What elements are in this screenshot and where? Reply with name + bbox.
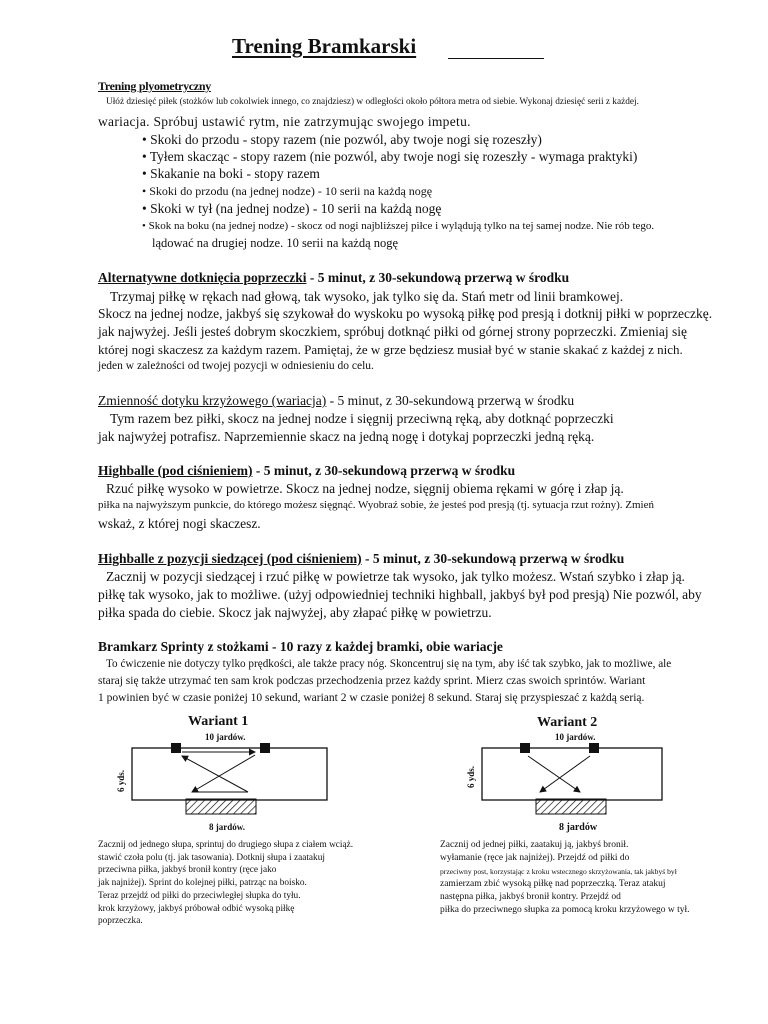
variant2-title: Wariant 2 <box>537 715 598 730</box>
plyo-bullet-5: • Skoki w tył (na jednej nodze) - 10 serii na każdą nogę <box>142 201 442 216</box>
bullet-text: Tyłem skacząc - stopy razem (nie pozwól, aby twoje nogi się rozeszły - wymaga praktyki) <box>149 149 638 164</box>
bullet-text: Skakanie na boki - stopy razem <box>150 166 320 181</box>
variant2-desc-line: następna piłka, jakbyś bronił kontry. Przejdź od <box>440 892 621 902</box>
variant1-diagram <box>130 740 330 820</box>
seated-heading <box>98 551 624 567</box>
high-heading <box>98 463 515 479</box>
plyo-intro-2: wariacja. Spróbuj ustawić rytm, nie zatrzymując swojego impetu. <box>98 114 471 129</box>
post-left-cone <box>520 743 530 753</box>
seated-line-1: Zacznij w pozycji siedzącej i rzuć piłkę w powietrze tak wysoko, jak tylko możesz. Wstań szybko i złap ją. <box>106 569 685 584</box>
high-heading-underlined: Highballe (pod ciśnieniem) <box>98 463 253 478</box>
variant2-desc-line: wyłamanie (ręce jak najniżej). Przejdź od piłki do <box>440 853 630 863</box>
alt-heading-underlined: Alternatywne dotknięcia poprzeczki <box>98 270 307 285</box>
alt-line-4: której nogi skaczesz za każdym razem. Pamiętaj, że w grze będziesz musiał być w stanie skakać z każdej z nich. <box>98 342 683 357</box>
bullet-text: Skoki do przodu - stopy razem (nie pozwól, aby twoje nogi się rozeszły) <box>150 132 542 147</box>
plyo-heading: Trening plyometryczny <box>98 79 211 93</box>
variant1-side-label: 6 yds. <box>116 769 126 792</box>
cross-heading <box>98 393 574 409</box>
plyo-bullet-6-cont: lądować na drugiej nodze. 10 serii na każdą nogę <box>152 236 399 250</box>
seated-heading-underlined: Highballe z pozycji siedzącej (pod ciśnieniem) <box>98 551 362 566</box>
alt-line-2: Skocz na jednej nodze, jakbyś się szykował do wyskoku po wysoką piłkę pod presją i dotknij piłki w poprzeczkę. <box>98 306 713 321</box>
post-left-cone <box>171 743 181 753</box>
cross-heading-rest: - 5 minut, z 30-sekundową przerwą w środku <box>326 393 575 408</box>
variant1-top-label: 10 jardów. <box>205 732 246 742</box>
plyo-intro: Ułóż dziesięć piłek (stożków lub cokolwiek innego, co znajdziesz) w odległości około półtora metra od siebie. Wykonaj dziesięć serii z każdej. <box>106 97 639 107</box>
path-arrow <box>182 756 248 792</box>
variant1-desc-line: stawić czoła polu (tj. jak tasowania). Dotknij słupa i zaatakuj <box>98 852 325 863</box>
variant1-desc-line: Teraz przejdź od piłki do przeciwległej słupka do tyłu. <box>98 890 301 901</box>
path-arrow <box>192 755 255 792</box>
variant2-side-label: 6 yds. <box>466 765 476 788</box>
variant1-desc-line: Zacznij od jednego słupa, sprintuj do drugiego słupa z ciałem wciąż. <box>98 840 354 850</box>
variant1-description <box>98 839 353 928</box>
high-line-1: Rzuć piłkę wysoko w powietrze. Skocz na jednej nodze, sięgnij obiema rękami w górę i złap ją. <box>106 481 624 496</box>
cross-line-2: jak najwyżej potrafisz. Naprzemiennie skacz na jedną nogę i dotykaj poprzeczki jedną ręką. <box>98 429 595 444</box>
bullet-text: Skoki w tył (na jednej nodze) - 10 serii na każdą nogę <box>150 201 442 216</box>
variant2-bottom-label: 8 jardów <box>559 822 598 833</box>
high-line-2: piłka na najwyższym punkcie, do którego możesz sięgnąć. Wyobraź sobie, że jesteś pod presją (tj. sytuacja rzut rożny). Zmień <box>98 499 654 511</box>
seated-heading-rest: - 5 minut, z 30-sekundową przerwą w środku <box>361 551 625 566</box>
alt-line-5: jeden w zależności od twojej pozycji w odniesieniu do celu. <box>98 360 374 372</box>
variant1-title: Wariant 1 <box>188 714 249 729</box>
variant2-desc-line: piłka do przeciwnego słupka za pomocą kroku krzyżowego w tył. <box>440 905 690 915</box>
bullet-text: Skoki do przodu (na jednej nodze) - 10 serii na każdą nogę <box>149 184 433 198</box>
sprint-line-1: To ćwiczenie nie dotyczy tylko prędkości, ale także pracy nóg. Skoncentruj się na tym, aby iść tak szybko, jak to możliwe, ale <box>106 658 672 670</box>
cross-line-1: Tym razem bez piłki, skocz na jednej nodze i sięgnij przeciwną ręką, aby dotknąć poprzeczki <box>110 411 614 426</box>
path-arrow <box>528 756 580 792</box>
variant2-desc-line: zamierzam zbić wysoką piłkę nad poprzeczką. Teraz atakuj <box>440 879 666 889</box>
page-title: Trening Bramkarski <box>232 34 417 58</box>
goal-hatch <box>186 799 256 814</box>
high-line-3: wskaż, z której nogi skaczesz. <box>98 516 261 531</box>
title-underline-extension <box>448 58 544 59</box>
sprint-line-3: 1 powinien być w czasie poniżej 10 sekund, wariant 2 w czasie poniżej 8 sekund. Staraj się przyspieszać z każdą serią. <box>98 692 645 704</box>
variant1-desc-line: poprzeczka. <box>98 916 143 927</box>
variant2-description <box>440 839 690 917</box>
cross-heading-underlined: Zmienność dotyku krzyżowego (wariacja) <box>98 393 327 408</box>
seated-line-2: piłkę tak wysoko, jak to możliwe. (użyj odpowiedniej techniki highball, jakbyś był pod presją) Nie pozwól, aby <box>98 587 702 602</box>
alt-line-3: jak najwyżej. Jeśli jesteś dobrym skoczkiem, spróbuj dotknąć piłki od górnej strony poprzeczki. Zmieniaj się <box>98 324 687 339</box>
bullet-text: Skok na boku (na jednej nodze) - skocz od nogi najbliższej piłce i wylądują tylko na tej samej nodze. Nie rób tego. <box>148 220 655 232</box>
path-arrow <box>540 756 590 792</box>
variant1-desc-line: krok krzyżowy, jakbyś próbował odbić wysoką piłkę <box>98 903 295 914</box>
variant1-desc-line: jak najniżej). Sprint do kolejnej piłki, patrząc na boisko. <box>98 878 307 889</box>
variant2-desc-line: przeciwny post, korzystając z kroku wstecznego skrzyżowania, tak jakbyś był <box>440 867 677 876</box>
plyo-bullet-4: • Skoki do przodu (na jednej nodze) - 10 serii na każdą nogę <box>142 184 433 198</box>
plyo-bullet-6: • Skok na boku (na jednej nodze) - skocz od nogi najbliższej piłce i wylądują tylko na tej samej nodze. Nie rób tego. <box>142 220 655 232</box>
plyo-bullet-2: • Tyłem skacząc - stopy razem (nie pozwól, aby twoje nogi się rozeszły - wymaga praktyki) <box>142 149 638 164</box>
sprint-heading: Bramkarz Sprinty z stożkami - 10 razy z każdej bramki, obie wariacje <box>98 639 503 654</box>
goal-hatch <box>536 799 606 814</box>
alt-heading <box>98 270 569 286</box>
field-boundary <box>482 748 662 800</box>
post-right-cone <box>589 743 599 753</box>
variant1-bottom-label: 8 jardów. <box>209 822 245 832</box>
variant1-desc-line: przeciwna piłka, jakbyś bronił kontry (ręce jako <box>98 865 277 876</box>
alt-line-1: Trzymaj piłkę w rękach nad głową, tak wysoko, jak tylko się da. Stań metr od linii bramkowej. <box>110 289 624 304</box>
alt-heading-rest: - 5 minut, z 30-sekundową przerwą w środku <box>306 270 570 285</box>
plyo-bullet-3: • Skakanie na boki - stopy razem <box>142 166 320 181</box>
variant2-desc-line: Zacznij od jednej piłki, zaatakuj ją, jakbyś bronił. <box>440 840 629 850</box>
variant2-top-label: 10 jardów. <box>555 732 596 742</box>
post-right-cone <box>260 743 270 753</box>
variant2-diagram <box>480 740 670 820</box>
sprint-line-2: staraj się także utrzymać ten sam krok podczas przechodzenia przez każdy sprint. Mierz czas swoich sprintów. Wariant <box>98 675 646 687</box>
high-heading-rest: - 5 minut, z 30-sekundową przerwą w środku <box>252 463 516 478</box>
plyo-bullet-1: • Skoki do przodu - stopy razem (nie pozwól, aby twoje nogi się rozeszły) <box>142 132 542 147</box>
seated-line-3: piłka spada do ciebie. Skocz jak najwyżej, aby złapać piłkę w powietrzu. <box>98 605 492 620</box>
